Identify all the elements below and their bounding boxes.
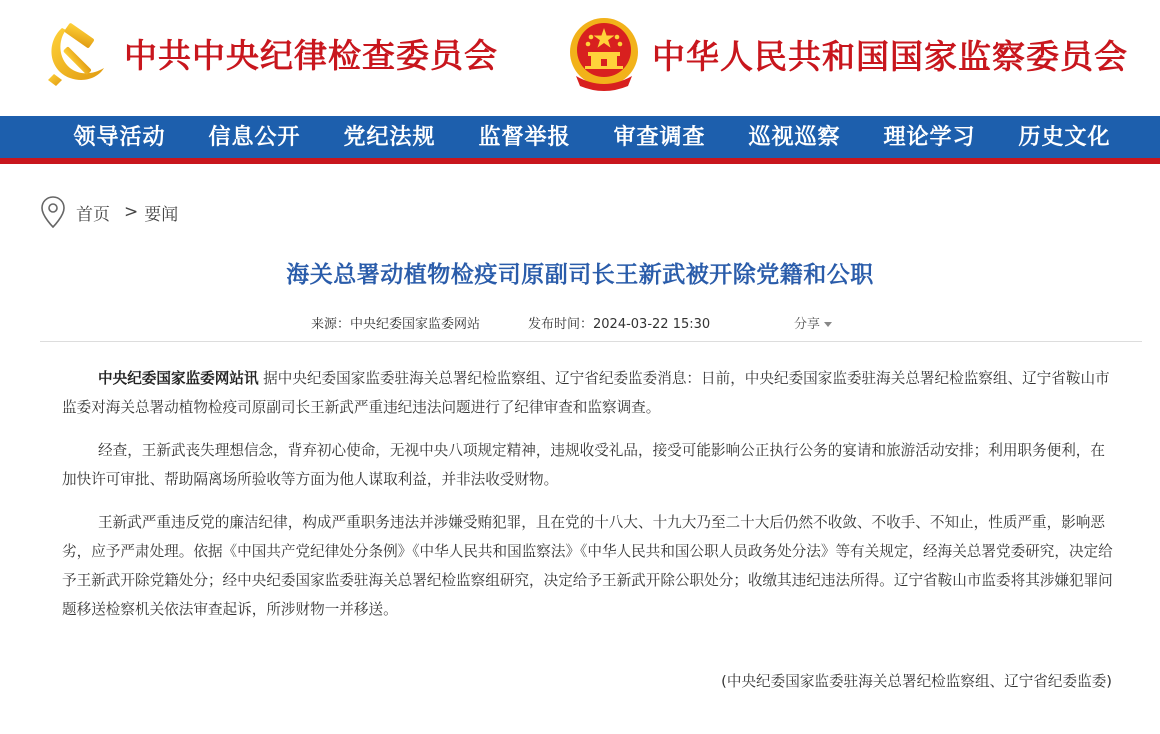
paragraph-text: 据中央纪委国家监委驻海关总署纪检监察组、辽宁省纪委监委消息：日前，中央纪委国家监委驻海关总署纪检监察组、辽宁省鞍山市监委对海关总署动植物检疫司原副司长王新武严重违纪违法问题进行了纪律审查和监察调查。 bbox=[62, 370, 1110, 416]
nav-item-leadership[interactable]: 领导活动 bbox=[73, 124, 166, 150]
ccdi-brand[interactable] bbox=[44, 18, 498, 88]
nsc-brand[interactable] bbox=[568, 16, 1128, 92]
article-body bbox=[62, 364, 1114, 638]
article-time bbox=[528, 313, 710, 332]
share-button[interactable] bbox=[794, 313, 832, 332]
chevron-down-icon bbox=[824, 322, 832, 327]
time-label: 发布时间： bbox=[528, 317, 594, 332]
nav-item-report[interactable]: 监督举报 bbox=[478, 124, 571, 150]
nsc-title: 中华人民共和国国家监察委员会 bbox=[652, 36, 1128, 76]
nav-item-inspection[interactable]: 巡视巡察 bbox=[748, 124, 841, 150]
article-title: 海关总署动植物检疫司原副司长王新武被开除党籍和公职 bbox=[286, 262, 874, 288]
share-label: 分享 bbox=[794, 317, 821, 332]
article-paragraph: 王新武严重违反党的廉洁纪律，构成严重职务违法并涉嫌受贿犯罪，且在党的十八大、十九大乃至二十大后仍然不收敛、不收手、不知止，性质严重，影响恶劣，应予严肃处理。依据《中国共产党纪律处分条例》《中华人民共和国监察法》《中华人民共和国公职人员政务处分法》等有关规定，经海关总署党委研究，决定给予王新武开除党籍处分；经中央纪委国家监委驻海关总署纪检监察组研究，决定给予王新武开除公职处分；收缴其违纪违法所得。辽宁省鞍山市监委将其涉嫌犯罪问题移送检察机关依法审查起诉，所涉财物一并移送。 bbox=[62, 514, 1113, 618]
title-divider bbox=[40, 341, 1142, 342]
article-paragraph bbox=[62, 364, 1114, 422]
main-nav bbox=[0, 116, 1160, 164]
site-header bbox=[0, 0, 1160, 116]
breadcrumb-current[interactable]: 要闻 bbox=[144, 204, 179, 225]
source-label: 来源： bbox=[311, 317, 351, 332]
time-value: 2024-03-22 15:30 bbox=[593, 317, 711, 332]
source-value: 中央纪委国家监委网站 bbox=[350, 317, 481, 332]
national-emblem-icon bbox=[568, 16, 640, 92]
lead-source: 中央纪委国家监委网站讯 bbox=[98, 370, 259, 387]
nav-item-theory[interactable]: 理论学习 bbox=[883, 124, 976, 150]
breadcrumb bbox=[40, 196, 178, 228]
nav-item-regulations[interactable]: 党纪法规 bbox=[343, 124, 436, 150]
nav-item-history[interactable]: 历史文化 bbox=[1018, 124, 1111, 150]
ccdi-title: 中共中央纪律检查委员会 bbox=[124, 35, 498, 75]
article-signature: (中央纪委国家监委驻海关总署纪检监察组、辽宁省纪委监委) bbox=[721, 673, 1112, 690]
nav-item-info[interactable]: 信息公开 bbox=[208, 124, 301, 150]
breadcrumb-home[interactable]: 首页 bbox=[76, 204, 110, 225]
party-emblem-icon bbox=[44, 18, 110, 88]
nav-item-investigation[interactable]: 审查调查 bbox=[613, 124, 706, 150]
article-source bbox=[311, 313, 480, 332]
article-paragraph: 经查，王新武丧失理想信念，背弃初心使命，无视中央八项规定精神，违规收受礼品，接受可能影响公正执行公务的宴请和旅游活动安排；利用职务便利，在加快许可审批、帮助隔离场所验收等方面为他人谋取利益，并非法收受财物。 bbox=[62, 442, 1105, 488]
location-pin-icon bbox=[40, 196, 66, 228]
breadcrumb-separator: > bbox=[124, 202, 139, 222]
